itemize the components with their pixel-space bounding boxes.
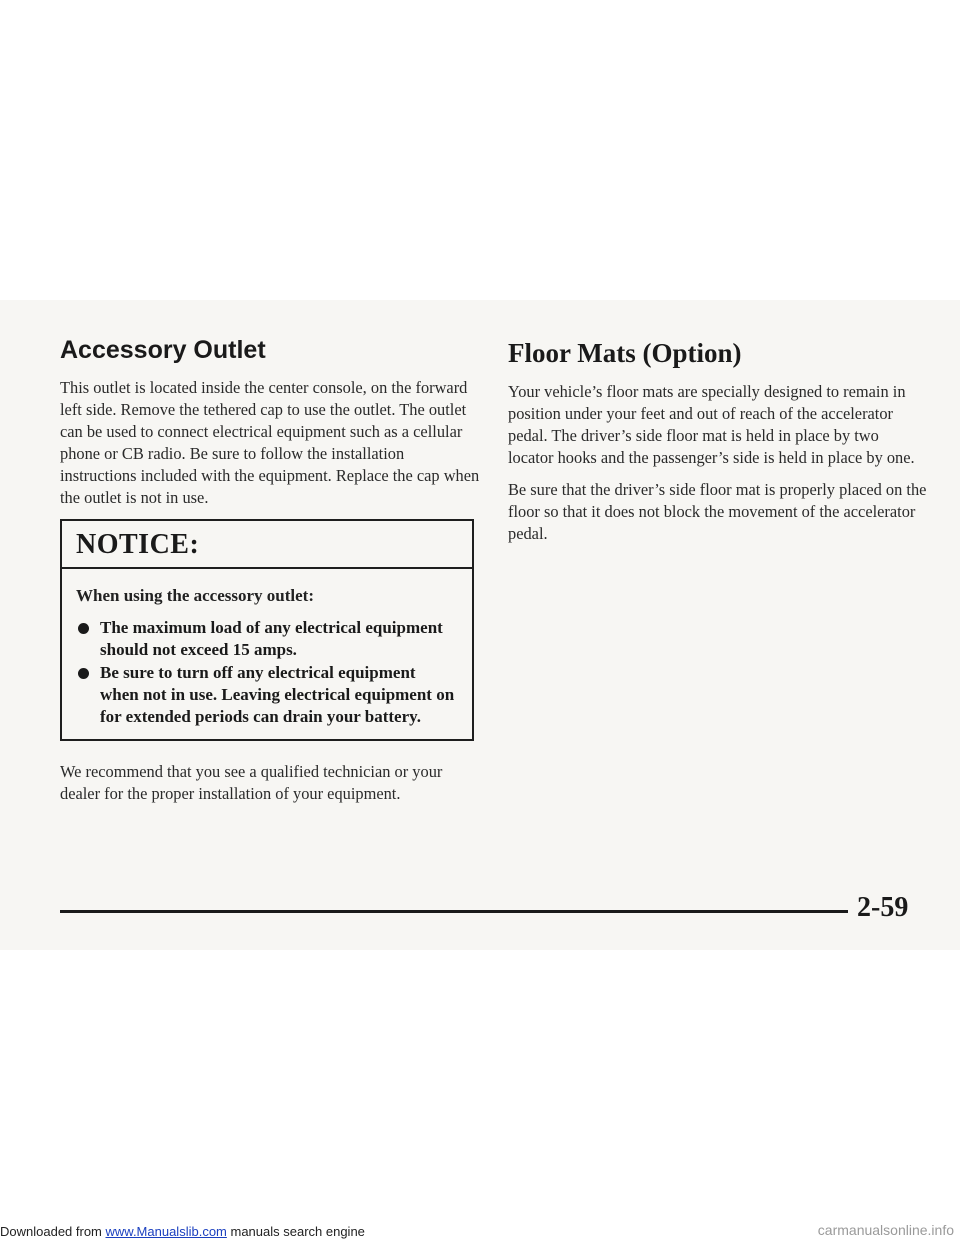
- footer-rule: [60, 910, 848, 913]
- notice-box: [60, 519, 474, 741]
- floor-mats-section: [508, 336, 928, 555]
- bullet-icon: [78, 668, 89, 679]
- page-number: 2-59: [857, 892, 909, 923]
- accessory-outlet-section: [60, 336, 480, 815]
- notice-list-item: [76, 617, 458, 661]
- manualslib-link[interactable]: www.Manualslib.com: [105, 1224, 227, 1239]
- notice-item-text: The maximum load of any electrical equipment should not exceed 15 amps.: [100, 618, 443, 659]
- bullet-icon: [78, 623, 89, 634]
- notice-list-item: [76, 662, 458, 728]
- notice-heading: NOTICE:: [62, 521, 472, 569]
- floor-mats-paragraph: Your vehicle’s floor mats are specially designed to remain in position under your feet and out of reach of the accelerator pedal. The driver’s side floor mat is held in place by two locator hooks and the passenger’s side is held in place by one.: [508, 382, 915, 467]
- closing-paragraph: We recommend that you see a qualified technician or your dealer for the proper installation of your equipment.: [60, 762, 443, 803]
- notice-item-text: Be sure to turn off any electrical equipment when not in use. Leaving electrical equipment on for extended periods can drain your battery.: [100, 663, 455, 726]
- notice-intro: When using the accessory outlet:: [76, 586, 314, 605]
- download-suffix: manuals search engine: [226, 1224, 365, 1239]
- notice-list: [76, 617, 458, 728]
- accessory-outlet-paragraph: This outlet is located inside the center console, on the forward left side. Remove the tethered cap to use the outlet. The outlet can be used to connect electrical equipment such as a cellular phone or CB radio. Be sure to follow the installation instructions included with the equipment. Replace the cap when the outlet is not in use.: [60, 378, 480, 507]
- download-prefix: Downloaded from: [0, 1224, 106, 1239]
- download-footer: [0, 1222, 960, 1242]
- accessory-outlet-title: Accessory Outlet: [60, 336, 266, 364]
- watermark-text: carmanualsonline.info: [817, 1222, 954, 1238]
- floor-mats-paragraph: Be sure that the driver’s side floor mat is properly placed on the floor so that it does not block the movement of the accelerator pedal.: [508, 480, 927, 543]
- download-notice: [0, 1224, 365, 1239]
- floor-mats-title: Floor Mats (Option): [508, 338, 742, 368]
- notice-body: [62, 569, 472, 739]
